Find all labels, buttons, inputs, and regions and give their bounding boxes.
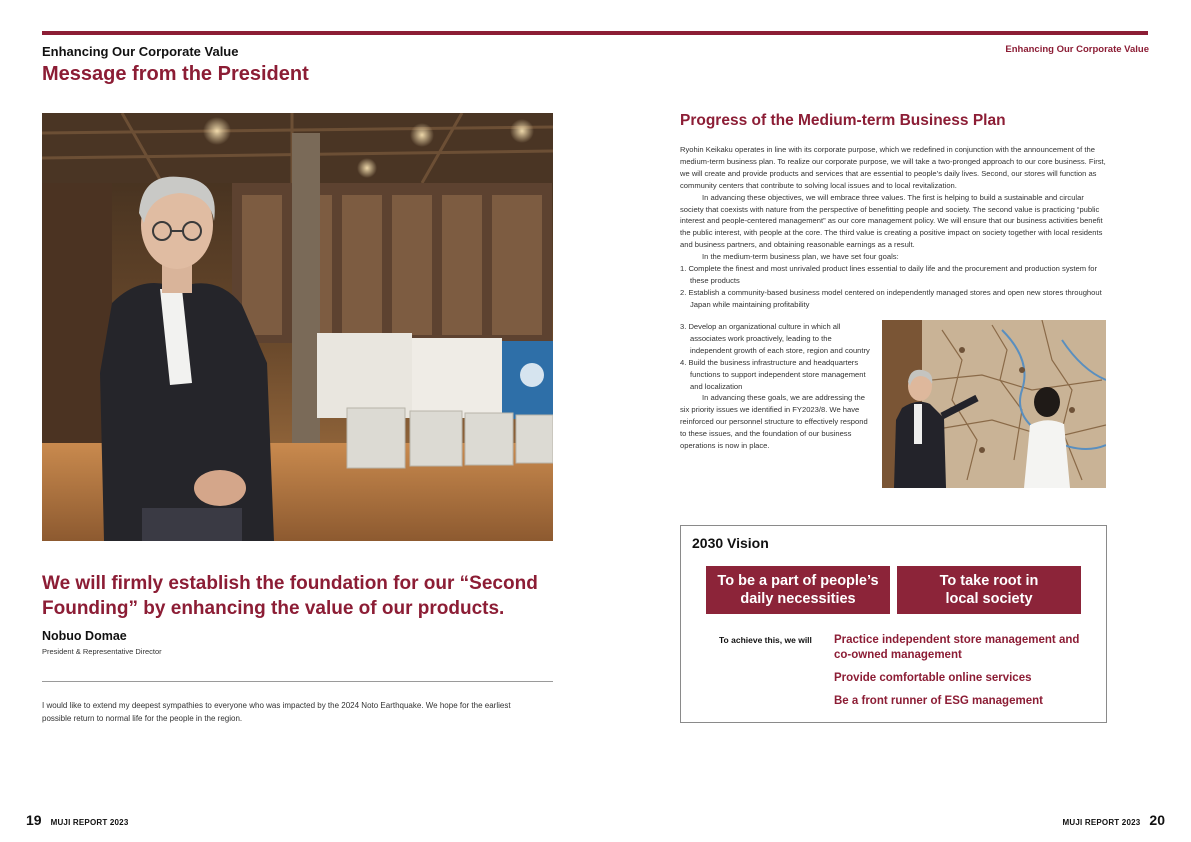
president-name: Nobuo Domae <box>42 629 127 643</box>
paragraph: In advancing these objectives, we will embrace three values. The first is helping to build a sustainable and circular society that coexists with nature from the perspective of benefitting people and society. The second value is practicing “public interest and people-centered management” as our core management policy. We will ensure that our business activities benefit the public interest, with people at the core. The third value is creating a positive impact on society together with local residents and business partners, and obtaining reasonable earnings as a result. <box>680 192 1103 250</box>
vision-card-line: To take root in <box>939 573 1039 589</box>
paragraph: In advancing these goals, we are addressing the six priority issues we identified in FY2023/8. We have reinforced our personnel structure to effectively respond to these issues, and the foundation of our business operations is now in place. <box>680 393 868 451</box>
section-heading: Progress of the Medium-term Business Plan <box>680 112 1006 129</box>
achieve-label: To achieve this, we will <box>719 635 812 645</box>
paragraph: Ryohin Keikaku operates in line with its corporate purpose, which we redefined in conjunction with the announcement of the medium-term business plan. To realize our corporate purpose, we will take a two-pronged approach to our core business. First, we will create and provide products and services that are essential to people’s daily lives. Second, our stores will function as community centers that contribute to solving local issues and to local revitalization. <box>680 145 1106 190</box>
body-text-top <box>680 144 1106 311</box>
goal-item: 4. Build the business infrastructure and headquarters functions to support independent store management and localization <box>680 357 866 391</box>
headline-quote: We will firmly establish the foundation for our “Second Founding” by enhancing the value of our products. <box>42 573 538 619</box>
goal-item: 2. Establish a community-based business model centered on independently managed stores and open new stores throughout Japan while maintaining profitability <box>680 287 1102 309</box>
vision-title: 2030 Vision <box>692 535 769 551</box>
body-text-narrow <box>680 321 874 452</box>
vision-action: Practice independent store management and co-owned management <box>834 634 1080 661</box>
store-map-photo <box>882 320 1106 488</box>
divider <box>42 681 553 682</box>
vision-action: Provide comfortable online services <box>834 672 1032 684</box>
section-label-right: Enhancing Our Corporate Value <box>1005 44 1149 55</box>
report-name: MUJI REPORT 2023 <box>1062 818 1141 827</box>
vision-action: Be a front runner of ESG management <box>834 695 1043 707</box>
section-label: Enhancing Our Corporate Value <box>42 44 239 59</box>
page-title: Message from the President <box>42 63 309 85</box>
footer-left <box>26 812 128 828</box>
goal-item: 1. Complete the finest and most unrivaled product lines essential to daily life and the procurement and production system for these products <box>680 264 1098 285</box>
vision-card-line: To be a part of people’s <box>717 573 879 589</box>
sympathy-note: I would like to extend my deepest sympathies to everyone who was impacted by the 2024 Noto Earthquake. We hope for the earliest possible return to normal life for the people in the region. <box>42 701 511 723</box>
page-number: 19 <box>26 812 42 828</box>
footer-right <box>1063 812 1165 828</box>
vision-card-line: daily necessities <box>740 591 856 607</box>
paragraph: In the medium-term business plan, we have set four goals: <box>702 252 899 262</box>
report-name: MUJI REPORT 2023 <box>50 818 129 827</box>
goal-item: 3. Develop an organizational culture in which all associates work proactively, leading to the independent growth of each store, region and country <box>680 322 870 355</box>
vision-card-daily-necessities <box>706 566 890 614</box>
president-photo <box>42 113 553 541</box>
vision-card-local-society <box>897 566 1081 614</box>
page-number: 20 <box>1149 812 1165 828</box>
vision-card-line: local society <box>945 591 1033 607</box>
header-rule <box>42 31 1148 35</box>
president-title: President & Representative Director <box>42 647 162 656</box>
